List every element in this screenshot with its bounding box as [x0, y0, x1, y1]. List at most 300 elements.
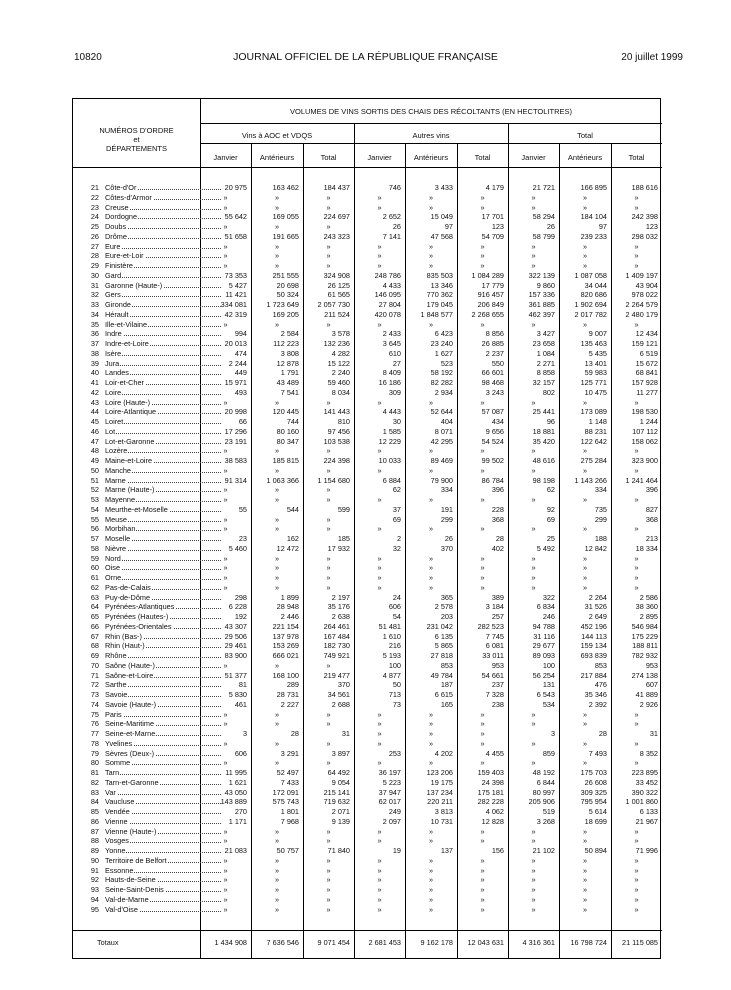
dept-name: [105, 290, 223, 299]
table-cell: »: [428, 202, 434, 212]
table-cell: »: [223, 514, 228, 524]
table-cell: 18 334: [635, 543, 658, 553]
table-cell: 66 601: [481, 368, 504, 378]
table-cell: »: [223, 465, 228, 475]
table-cell: 859: [542, 748, 555, 758]
dept-number: 49: [90, 456, 99, 465]
table-cell: »: [428, 865, 434, 875]
dept-name: [105, 583, 223, 592]
dept-number: 21: [90, 183, 99, 192]
table-cell: 368: [645, 514, 658, 524]
table-cell: 184 104: [580, 212, 607, 222]
table-cell: »: [634, 875, 639, 885]
table-cell: 92: [546, 504, 555, 514]
table-cell: 2 197: [331, 592, 350, 602]
table-cell: 159 403: [477, 768, 504, 777]
table-cell: 6 834: [536, 602, 555, 612]
table-cell: »: [274, 582, 280, 592]
table-cell: 54: [392, 612, 401, 621]
table-cell: »: [428, 524, 434, 534]
dept-name-label: Mayenne: [105, 495, 136, 504]
table-cell: 203: [440, 612, 453, 621]
table-cell: »: [480, 738, 485, 748]
table-cell: 21 721: [532, 183, 555, 192]
dept-name-label: Vienne (Haute-): [105, 826, 157, 836]
table-cell: 693 839: [580, 651, 607, 660]
table-cell: 17 296: [224, 426, 247, 436]
table-cell: 452 196: [580, 621, 607, 631]
table-cell: 187: [440, 680, 453, 690]
table-cell: »: [582, 524, 588, 534]
table-cell: 2 271: [536, 358, 555, 368]
dept-name: [105, 622, 223, 631]
table-cell: 3: [242, 729, 247, 738]
table-cell: »: [274, 758, 280, 768]
table-cell: »: [326, 524, 331, 534]
subcol-header: Total: [474, 153, 491, 162]
table-cell: »: [531, 192, 536, 202]
table-cell: 51 481: [378, 621, 401, 631]
table-cell: 217 884: [580, 670, 607, 680]
table-cell: 404: [440, 417, 453, 426]
table-cell: 476: [594, 680, 607, 690]
table-cell: 185: [337, 534, 350, 543]
table-cell: 2 652: [382, 212, 401, 222]
table-cell: 167 484: [323, 631, 350, 641]
dept-number: 61: [90, 573, 99, 582]
table-cell: 213: [645, 534, 658, 543]
table-cell: »: [377, 729, 382, 738]
table-cell: 73 353: [224, 270, 247, 280]
table-cell: »: [428, 465, 434, 475]
dept-number: 55: [90, 514, 99, 524]
table-cell: 1 171: [228, 816, 247, 826]
table-cell: 6 519: [639, 348, 658, 358]
table-cell: 253: [388, 748, 401, 758]
table-cell: 50: [392, 680, 401, 690]
table-cell: »: [326, 855, 331, 865]
table-cell: »: [582, 826, 588, 836]
table-cell: 1 627: [434, 348, 453, 358]
table-cell: 9 007: [588, 329, 607, 339]
table-cell: »: [223, 758, 228, 768]
table-cell: »: [480, 719, 485, 729]
dept-name: [105, 505, 223, 514]
dept-number: 38: [90, 348, 99, 358]
table-cell: 275 284: [580, 456, 607, 465]
table-cell: 606: [388, 602, 401, 612]
table-cell: 2 638: [331, 612, 350, 621]
dept-name: [105, 476, 223, 485]
dept-number: 40: [90, 368, 99, 378]
table-cell: »: [634, 573, 639, 582]
table-cell: »: [428, 855, 434, 865]
dept-number: 60: [90, 563, 99, 573]
table-cell: 6 228: [228, 602, 247, 612]
dept-number: 86: [90, 816, 99, 826]
table-cell: 365: [440, 592, 453, 602]
table-cell: »: [274, 660, 280, 670]
dept-name-label: Var: [105, 787, 116, 797]
table-cell: »: [531, 865, 536, 875]
table-cell: 3 578: [331, 329, 350, 339]
table-cell: 54 661: [481, 670, 504, 680]
table-cell: 205 906: [528, 797, 555, 807]
table-cell: 396: [491, 485, 504, 495]
table-cell: »: [223, 865, 228, 875]
dept-number: 27: [90, 241, 99, 251]
table-cell: 135 463: [580, 339, 607, 348]
table-cell: 156: [491, 846, 504, 855]
dept-name-label: Yvelines: [105, 738, 133, 748]
table-cell: »: [582, 563, 588, 573]
table-cell: 97: [444, 222, 453, 231]
table-cell: 2 057 730: [317, 300, 350, 309]
table-cell: 1 143 266: [574, 475, 607, 485]
table-cell: 192: [234, 612, 247, 621]
table-cell: 7 141: [382, 231, 401, 241]
table-cell: »: [377, 563, 382, 573]
table-cell: 38 583: [224, 456, 247, 465]
table-cell: 169 205: [272, 309, 299, 319]
table-cell: »: [480, 192, 485, 202]
table-cell: 27 818: [430, 651, 453, 660]
table-cell: 19: [392, 846, 401, 855]
table-cell: 9 054: [331, 777, 350, 787]
dept-number: 94: [90, 894, 99, 904]
table-cell: »: [274, 261, 280, 270]
table-cell: 10 731: [430, 816, 453, 826]
subcol-header: Janvier: [213, 153, 238, 162]
table-cell: »: [326, 904, 331, 914]
dept-number: 22: [90, 192, 99, 202]
table-cell: »: [531, 319, 536, 329]
table-cell: »: [223, 251, 228, 261]
table-cell: 184 437: [323, 183, 350, 192]
table-cell: 58 192: [430, 368, 453, 378]
dept-name: [105, 632, 223, 641]
table-cell: 71 996: [635, 846, 658, 855]
table-cell: 282 523: [477, 621, 504, 631]
table-cell: 43 489: [276, 378, 299, 387]
grid-hline: [200, 123, 662, 124]
table-cell: 1 409 197: [625, 270, 658, 280]
dept-name-label: Drôme: [105, 231, 127, 241]
table-cell: »: [634, 397, 639, 407]
table-cell: 11 277: [636, 387, 658, 397]
table-cell: »: [480, 202, 485, 212]
table-cell: »: [274, 485, 280, 495]
table-cell: 12 434: [635, 329, 658, 339]
table-cell: »: [531, 826, 536, 836]
totals-cell: 9 162 178: [420, 938, 453, 947]
dept-name-label: Landes: [105, 368, 129, 378]
table-cell: »: [480, 524, 485, 534]
table-cell: »: [582, 495, 588, 504]
table-cell: »: [377, 251, 382, 261]
grid-hline: [73, 167, 662, 168]
table-cell: 5 492: [536, 543, 555, 553]
table-cell: »: [634, 241, 639, 251]
table-cell: 94 788: [532, 621, 555, 631]
table-cell: 12 828: [481, 816, 504, 826]
dept-name-label: Hauts-de-Seine: [105, 875, 156, 885]
table-cell: 26 608: [584, 777, 607, 787]
table-cell: 172 091: [272, 787, 299, 797]
table-cell: 224 398: [323, 456, 350, 465]
subcol-header: Janvier: [367, 153, 392, 162]
dept-name: [105, 739, 223, 748]
table-cell: »: [531, 758, 536, 768]
publication-date: 20 juillet 1999: [621, 52, 683, 63]
dept-number: 93: [90, 885, 99, 894]
table-cell: 162: [286, 534, 299, 543]
table-cell: 827: [645, 504, 658, 514]
table-cell: 2 392: [588, 699, 607, 709]
dept-number: 39: [90, 358, 99, 368]
table-cell: »: [428, 719, 434, 729]
table-cell: 246: [542, 612, 555, 621]
dept-name: [105, 456, 223, 465]
table-cell: »: [480, 885, 485, 894]
table-cell: »: [428, 397, 434, 407]
table-cell: 163 462: [272, 183, 299, 192]
dept-number: 48: [90, 446, 99, 456]
table-cell: 12 229: [378, 436, 401, 446]
table-cell: »: [480, 758, 485, 768]
dept-name: [105, 398, 223, 407]
dept-name-label: Hérault: [105, 309, 129, 319]
table-cell: 112 223: [273, 339, 299, 348]
table-cell: »: [634, 865, 639, 875]
dept-name-label: Oise: [105, 563, 121, 573]
table-cell: 123: [491, 222, 504, 231]
table-cell: 175 181: [477, 787, 504, 797]
table-cell: 1 585: [382, 426, 401, 436]
table-cell: 12 842: [584, 543, 607, 553]
table-cell: »: [274, 319, 280, 329]
dept-number: 45: [90, 417, 99, 426]
table-cell: 610: [388, 348, 401, 358]
table-cell: »: [326, 894, 331, 904]
table-cell: 144 113: [581, 631, 607, 641]
dept-name-label: Loire: [105, 387, 122, 397]
dept-number: 72: [90, 680, 99, 690]
dept-name-label: Meurthe-et-Moselle: [105, 504, 168, 514]
table-cell: 323 900: [631, 456, 658, 465]
grid-hline: [73, 930, 662, 931]
dept-name-label: Saône (Haute-): [105, 660, 155, 670]
table-cell: »: [274, 875, 280, 885]
table-cell: 83 900: [224, 651, 247, 660]
table-cell: 62: [392, 485, 401, 495]
table-cell: 4 455: [485, 748, 504, 758]
table-cell: 334: [594, 485, 607, 495]
dept-name: [105, 271, 223, 280]
table-cell: 28 731: [276, 690, 299, 699]
table-cell: 6 135: [434, 631, 453, 641]
table-cell: 173 089: [580, 407, 607, 417]
table-cell: »: [274, 202, 280, 212]
table-cell: 55: [238, 504, 247, 514]
table-cell: »: [428, 885, 434, 894]
table-cell: 42 319: [224, 309, 247, 319]
table-cell: 32: [392, 543, 401, 553]
table-cell: »: [274, 865, 280, 875]
table-cell: »: [428, 836, 434, 846]
dept-name: [105, 593, 223, 602]
table-cell: 141 443: [323, 407, 350, 417]
table-cell: 228: [491, 504, 504, 514]
table-cell: »: [480, 397, 485, 407]
leader-dots: [105, 433, 221, 434]
dept-name: [105, 778, 223, 787]
table-cell: 299: [594, 514, 607, 524]
table-cell: 2 934: [434, 387, 453, 397]
table-cell: 47 568: [430, 231, 453, 241]
table-cell: 97 456: [327, 426, 350, 436]
table-cell: »: [377, 865, 382, 875]
table-cell: »: [531, 251, 536, 261]
dept-name: [105, 212, 223, 221]
table-cell: 23 240: [430, 339, 453, 348]
table-cell: »: [634, 885, 639, 894]
table-cell: 2 446: [280, 612, 299, 621]
table-cell: 2 895: [639, 612, 658, 621]
table-cell: 3 897: [331, 748, 350, 758]
dept-name: [105, 905, 223, 914]
table-cell: »: [377, 319, 382, 329]
table-cell: 770 362: [426, 290, 453, 300]
table-cell: 270: [234, 807, 247, 816]
table-cell: 2 268 655: [471, 309, 504, 319]
table-cell: 223 895: [631, 768, 658, 777]
dept-name-label: Ille-et-Vilaine: [105, 319, 148, 329]
table-cell: 123: [645, 222, 658, 231]
dept-name: [105, 388, 223, 397]
table-cell: 79 900: [430, 475, 453, 485]
dept-name-label: Vosges: [105, 836, 129, 846]
dept-number: 37: [90, 339, 99, 348]
dept-number: 81: [90, 768, 99, 777]
table-cell: »: [582, 855, 588, 865]
dept-number: 36: [90, 329, 99, 339]
table-cell: »: [582, 904, 588, 914]
table-cell: 299: [440, 514, 453, 524]
table-cell: »: [223, 202, 228, 212]
dept-name-label: Meuse: [105, 514, 127, 524]
table-cell: 13 401: [584, 358, 607, 368]
dept-name-label: Manche: [105, 465, 131, 475]
table-cell: »: [634, 719, 639, 729]
dept-name-label: Loiret: [105, 417, 124, 426]
dept-number: 63: [90, 592, 99, 602]
table-cell: 7 328: [485, 690, 504, 699]
table-cell: 15 672: [635, 358, 658, 368]
table-cell: »: [634, 465, 639, 475]
table-cell: »: [274, 241, 280, 251]
table-cell: 434: [491, 417, 504, 426]
table-cell: »: [634, 524, 639, 534]
dept-name: [105, 281, 223, 290]
dept-name-label: Creuse: [105, 202, 129, 212]
table-cell: 43 307: [224, 621, 247, 631]
table-cell: 20 698: [276, 280, 299, 290]
table-cell: 24: [392, 592, 401, 602]
table-cell: 103 538: [323, 436, 350, 446]
table-cell: »: [428, 251, 434, 261]
table-cell: »: [326, 485, 331, 495]
table-cell: »: [634, 553, 639, 563]
dept-name-label: Pas-de-Calais: [105, 582, 151, 592]
dept-name: [105, 885, 223, 894]
table-cell: 224 697: [323, 212, 350, 222]
subcol-header: Antérieurs: [413, 153, 449, 162]
dept-name-label: Gard: [105, 270, 122, 280]
table-cell: 10 475: [584, 387, 607, 397]
table-cell: 2 071: [331, 807, 350, 816]
table-cell: 122 642: [580, 436, 607, 446]
dept-name-label: Vendée: [105, 807, 130, 816]
dept-number: 75: [90, 709, 99, 719]
table-cell: »: [428, 261, 434, 270]
table-cell: »: [377, 397, 382, 407]
table-cell: 3 268: [536, 816, 555, 826]
table-cell: 100: [388, 660, 401, 670]
table-cell: 953: [645, 660, 658, 670]
dept-name-label: Gers: [105, 290, 121, 300]
table-cell: 2 649: [588, 612, 607, 621]
table-cell: 20 975: [224, 183, 247, 192]
table-cell: 33 452: [635, 777, 658, 787]
table-cell: 534: [542, 699, 555, 709]
table-cell: 420 078: [374, 309, 401, 319]
totals-cell: 12 043 631: [467, 938, 504, 947]
table-cell: »: [634, 855, 639, 865]
table-cell: 257: [491, 612, 504, 621]
subcol-header: Total: [628, 153, 645, 162]
table-cell: 143 889: [220, 797, 247, 807]
table-cell: 2: [396, 534, 401, 543]
table-cell: 188 811: [632, 641, 658, 651]
dept-name: [105, 719, 223, 728]
dept-name: [105, 758, 223, 767]
table-cell: 15 122: [327, 358, 350, 368]
table-cell: 188: [594, 534, 607, 543]
table-cell: »: [531, 202, 536, 212]
table-cell: 4 443: [382, 407, 401, 417]
dept-name-label: Loir-et-Cher: [105, 378, 144, 387]
table-cell: 69: [392, 514, 401, 524]
dept-name: [105, 349, 223, 358]
dept-number: 44: [90, 407, 99, 417]
table-cell: 23 658: [532, 339, 555, 348]
table-cell: 31 116: [533, 631, 555, 641]
table-cell: »: [428, 709, 434, 719]
table-cell: »: [274, 719, 280, 729]
table-cell: 231 042: [426, 621, 453, 631]
dept-name-label: Rhône: [105, 651, 127, 660]
table-cell: »: [274, 826, 280, 836]
table-cell: »: [326, 719, 331, 729]
table-cell: »: [223, 826, 228, 836]
dept-number: 85: [90, 807, 99, 816]
table-cell: 1 621: [228, 777, 247, 787]
leader-dots: [105, 774, 221, 775]
table-cell: »: [274, 495, 280, 504]
dept-number: 33: [90, 300, 99, 309]
dept-name-label: Sèvres (Deux-): [105, 748, 155, 758]
